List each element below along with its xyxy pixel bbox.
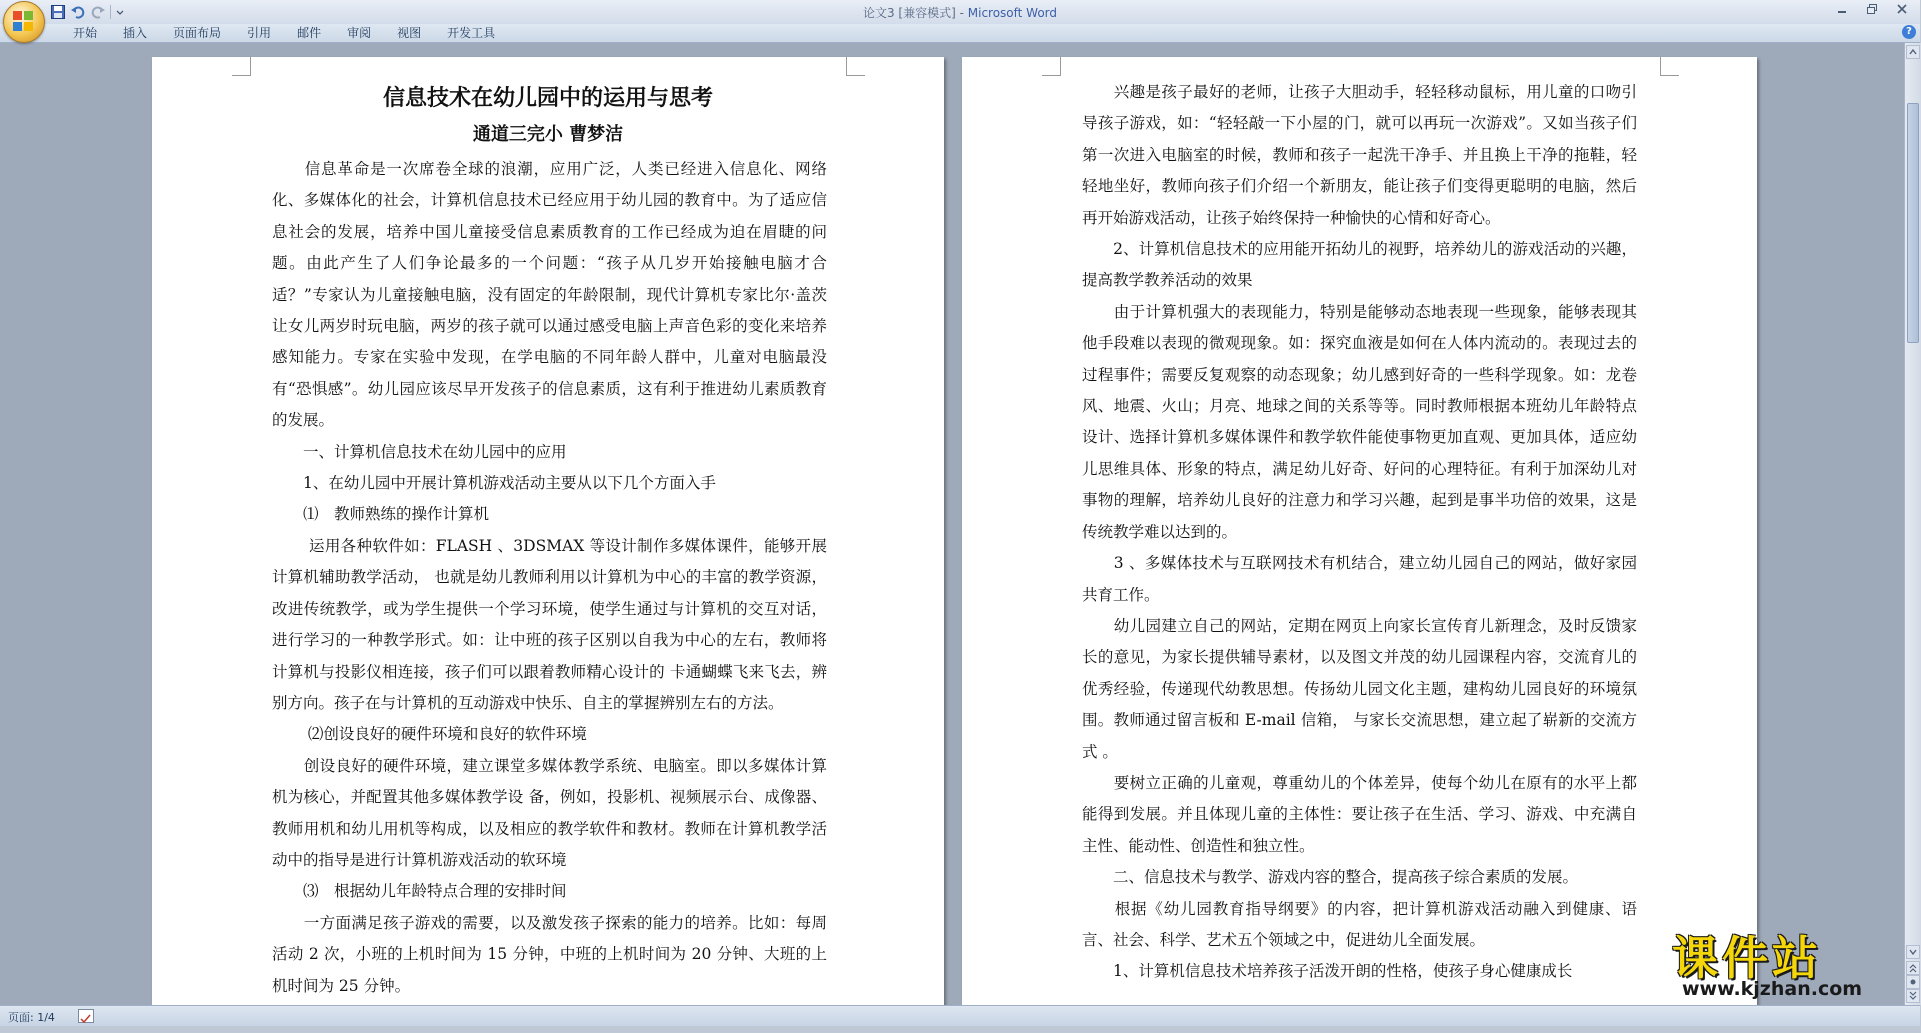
title-bar [0, 0, 1920, 25]
document-page-1[interactable] [152, 57, 944, 1017]
tab-references[interactable]: 引用 [247, 26, 272, 40]
doc-title: 信息技术在幼儿园中的运用与思考 [382, 85, 713, 111]
page1-body [272, 154, 827, 1033]
heading-subsection: 3 、多媒体技术与互联网技术有机结合，建立幼儿园自己的网站，做好家园共育工作。 [1082, 554, 1637, 604]
window-controls [1828, 2, 1916, 20]
close-button[interactable] [1888, 2, 1916, 20]
tab-page-layout[interactable]: 页面布局 [173, 26, 222, 40]
scrollbar-thumb[interactable] [1907, 103, 1919, 343]
app-name: Microsoft Word [967, 6, 1058, 20]
document-workspace [0, 43, 1904, 1005]
watermark-url: www.kjzhan.com [1682, 978, 1863, 1000]
minimize-button[interactable] [1828, 2, 1856, 20]
margin-corner-mark [232, 57, 251, 76]
document-page-2[interactable] [962, 57, 1757, 1017]
close-icon [1896, 3, 1908, 15]
tab-insert[interactable]: 插入 [123, 26, 148, 40]
margin-corner-mark [846, 57, 865, 76]
heading-subsection: 1、在幼儿园中开展计算机游戏活动主要从以下几个方面入手 [272, 474, 716, 493]
margin-corner-mark [1660, 57, 1679, 76]
vertical-scrollbar[interactable] [1904, 43, 1921, 1005]
office-logo-icon [13, 11, 35, 33]
ribbon-tab-bar [0, 24, 1920, 43]
help-icon[interactable]: ? [1902, 25, 1916, 39]
heading-item: ⑶ 根据幼儿年龄特点合理的安排时间 [272, 882, 567, 901]
scroll-down-button[interactable] [1906, 945, 1920, 959]
office-button[interactable] [3, 1, 45, 43]
chevron-up-icon [1907, 46, 1919, 58]
window-title [0, 4, 1920, 21]
select-browse-object-button[interactable] [1906, 975, 1920, 989]
double-chevron-down-icon [1907, 990, 1919, 1002]
paragraph: 运用各种软件如：FLASH 、3DSMAX 等设计制作多媒体课件，能够开展计算机辅助教学活动， 也就是幼儿教师利用以计算机为中心的丰富的教学资源，改进传统教学，或为学生提供一个学习环境，使学生通过与计算机的交互对话，进行学习的一种教学形式。如：让中班的孩子区别以自我为中心的左右，教师将计算机与投影仪相连接，孩子们可以跟着教师精心设计的 卡通蝴蝶飞来飞去，辨别方向。孩子在与计算机的互动游戏中快乐、自主的掌握辨别左右的方法。 [272, 536, 827, 712]
tab-review[interactable]: 审阅 [347, 26, 372, 40]
chevron-down-icon [1907, 946, 1919, 958]
previous-page-button[interactable] [1906, 961, 1920, 975]
proofing-check-icon [79, 1013, 93, 1025]
proofing-icon[interactable] [78, 1009, 94, 1023]
page-count[interactable]: 页面: 1/4 [8, 1011, 55, 1024]
heading-subsection: 2、计算机信息技术的应用能开拓幼儿的视野，培养幼儿的游戏活动的兴趣，提高教学教养活动的效果 [1082, 240, 1637, 290]
heading-subsection: 1、计算机信息技术培养孩子活泼开朗的性格，使孩子身心健康成长 [1082, 962, 1573, 981]
next-page-button[interactable] [1906, 989, 1920, 1003]
paragraph: 一方面满足孩子游戏的需要，以及激发孩子探索的能力的培养。比如：每周活动 2 次，小班的上机时间为 15 分钟，中班的上机时间为 20 分钟、大班的上机时间为 25 分钟。 [272, 913, 827, 995]
doc-author-line: 通道三完小 曹梦洁 [472, 124, 624, 145]
heading-section-2: 二、信息技术与教学、游戏内容的整合，提高孩子综合素质的发展。 [1082, 868, 1579, 887]
heading-item: ⑵创设良好的硬件环境和良好的软件环境 [272, 725, 587, 744]
heading-item: ⑴ 教师熟练的操作计算机 [272, 505, 490, 524]
maximize-button[interactable] [1858, 2, 1886, 20]
paragraph: 兴趣是孩子最好的老师，让孩子大胆动手，轻轻移动鼠标，用儿童的口吻引导孩子游戏，如：“轻轻敲一下小屋的门，就可以再玩一次游戏”。又如当孩子们第一次进入电脑室的时候，教师和孩子一起洗干净手、并且换上干净的拖鞋，轻轻地坐好，教师向孩子们介绍一个新朋友，能让孩子们变得更聪明的电脑，然后再开始游戏活动，让孩子始终保持一种愉快的心情和好奇心。 [1082, 83, 1637, 227]
tab-mailings[interactable]: 邮件 [297, 26, 322, 40]
scroll-up-button[interactable] [1906, 45, 1920, 59]
paragraph: 创设良好的硬件环境，建立课堂多媒体教学系统、电脑室。即以多媒体计算机为核心，并配置其他多媒体教学设 备，例如，投影机、视频展示台、成像器、教师用机和幼儿用机等构成，以及相应的教学软件和教材。教师在计算机教学活动中的指导是进行计算机游戏活动的软环境 [272, 756, 827, 869]
tab-developer[interactable]: 开发工具 [447, 26, 496, 40]
paragraph: 信息革命是一次席卷全球的浪潮，应用广泛，人类已经进入信息化、网络化、多媒体化的社会，计算机信息技术已经应用于幼儿园的教育中。为了适应信息社会的发展，培养中国儿童接受信息素质教育的工作已经成为迫在眉睫的问题。由此产生了人们争论最多的一个问题：“孩子从几岁开始接触电脑才合适？”专家认为儿童接触电脑，没有固定的年龄限制，现代计算机专家比尔·盖茨让女儿两岁时玩电脑，两岁的孩子就可以通过感受电脑上声音色彩的变化来培养感知能力。专家在实验中发现，在学电脑的不同年龄人群中，儿童对电脑最没有“恐惧感”。幼儿园应该尽早开发孩子的信息素质，这有利于推进幼儿素质教育的发展。 [272, 160, 827, 430]
watermark-title: 课件站 [1672, 931, 1822, 985]
margin-corner-mark [1042, 57, 1061, 76]
ribbon-tabs [60, 25, 508, 41]
double-chevron-up-icon [1907, 962, 1919, 974]
heading-section-1: 一、计算机信息技术在幼儿园中的应用 [272, 442, 567, 461]
document-name: 论文3 [兼容模式] - [862, 6, 968, 20]
paragraph: 根据《幼儿园教育指导纲要》的内容，把计算机游戏活动融入到健康、语言、社会、科学、艺术五个领域之中，促进幼儿全面发展。 [1082, 899, 1637, 949]
status-bar [0, 1005, 1920, 1026]
paragraph: 要树立正确的儿童观，尊重幼儿的个体差异，使每个幼儿在原有的水平上都能得到发展。并且体现儿童的主体性：要让孩子在生活、学习、游戏、中充满自主性、能动性、创造性和独立性。 [1082, 773, 1637, 855]
paragraph: 由于计算机强大的表现能力，特别是能够动态地表现一些现象，能够表现其他手段难以表现的微观现象。如：探究血液是如何在人体内流动的。表现过去的过程事件；需要反复观察的动态现象；幼儿感到好奇的一些科学现象。如：龙卷风、地震、火山；月亮、地球之间的关系等等。同时教师根据本班幼儿年龄特点设计、选择计算机多媒体课件和教学软件能使事物更加直观、更加具体，适应幼儿思维具体、形象的特点，满足幼儿好奇、好问的心理特征。有利于加深幼儿对事物的理解，培养幼儿良好的注意力和学习兴趣，起到是事半功倍的效果，这是传统教学难以达到的。 [1082, 302, 1637, 541]
tab-home[interactable]: 开始 [73, 26, 98, 40]
page2-body [1082, 77, 1637, 988]
watermark [1668, 922, 1908, 1002]
browse-object-icon [1907, 976, 1919, 988]
tab-view[interactable]: 视图 [397, 26, 422, 40]
minimize-icon [1836, 3, 1848, 15]
paragraph: 幼儿园建立自己的网站，定期在网页上向家长宣传育儿新理念，及时反馈家长的意见，为家长提供辅导素材，以及图文并茂的幼儿园课程内容，交流育儿的优秀经验，传递现代幼教思想。传扬幼儿园文化主题，建构幼儿园良好的环境氛围。教师通过留言板和 E-mail 信箱， 与家长交流思想，建立起了崭新的交流方式 。 [1082, 616, 1637, 761]
restore-icon [1866, 3, 1878, 15]
